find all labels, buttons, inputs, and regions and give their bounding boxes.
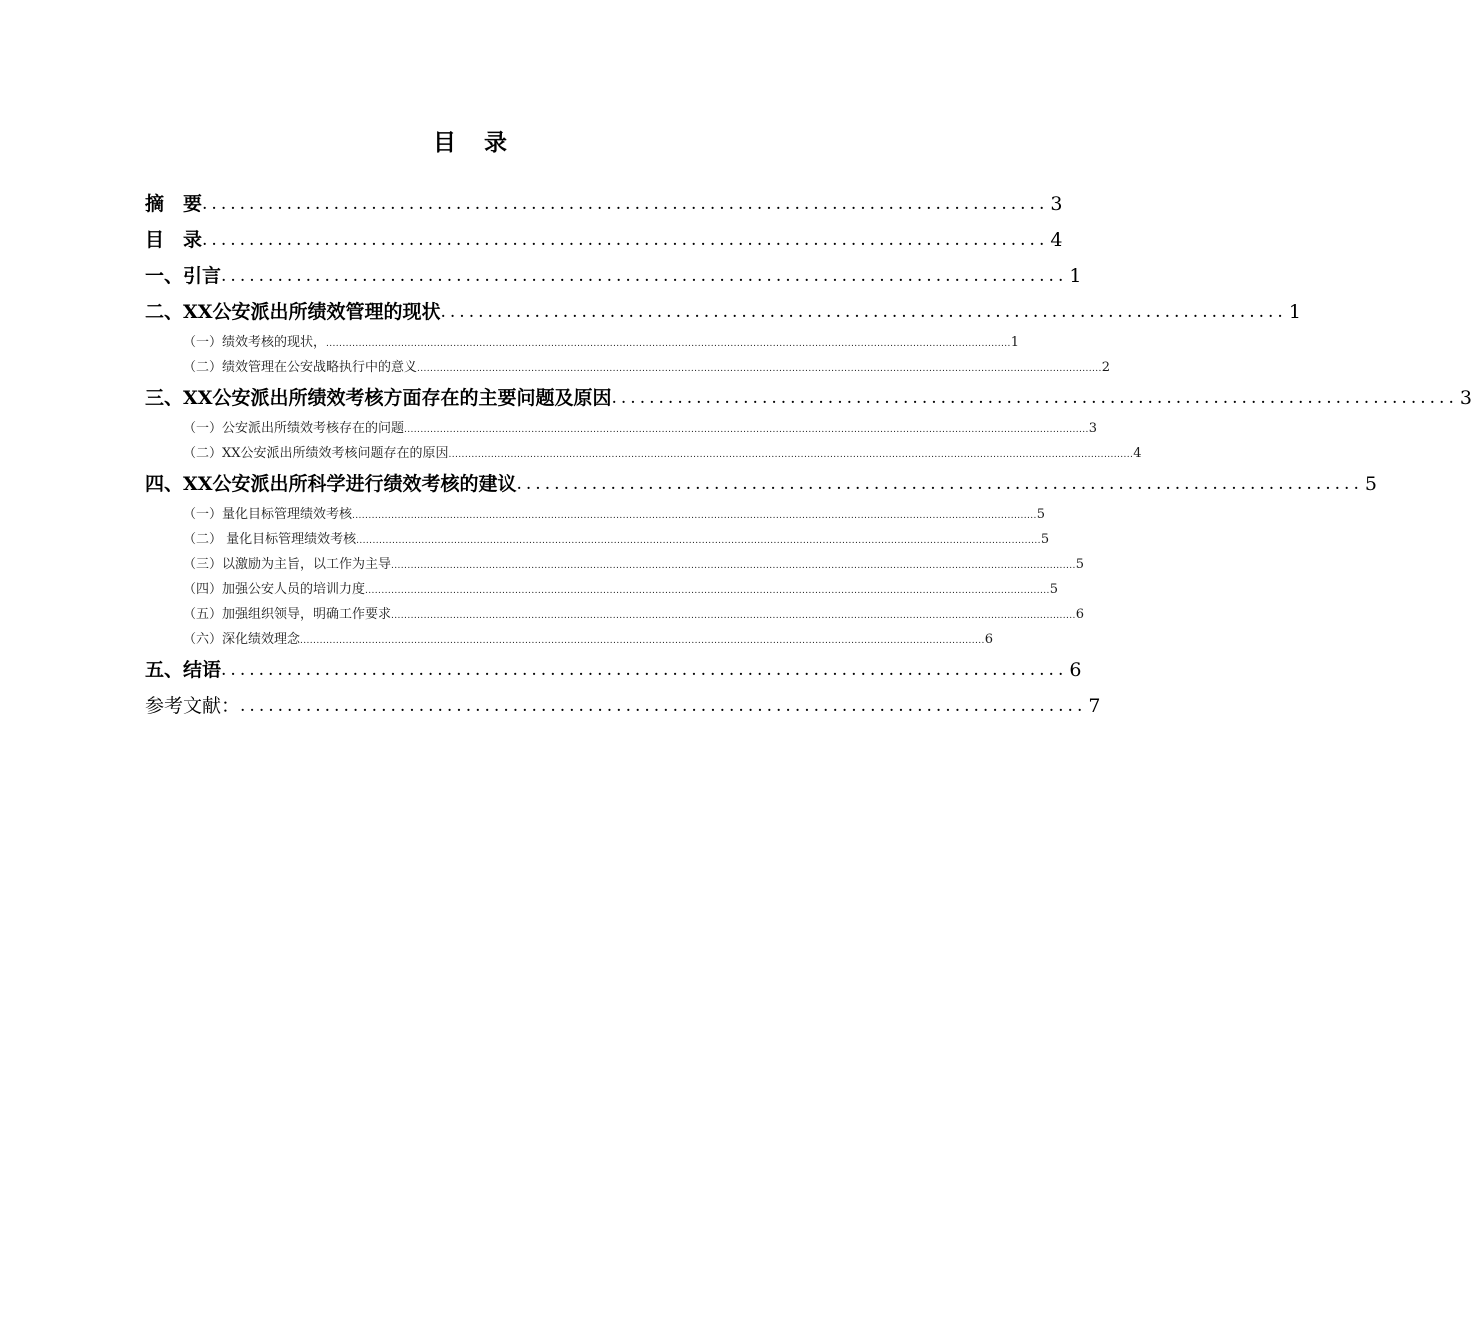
toc-subentry[interactable] <box>145 602 1085 627</box>
dot-leader: .................................................................................................................................................................................................................. <box>326 339 1011 349</box>
toc-entry-label: 目 录 <box>145 229 203 251</box>
toc-entry-label: 五、结语 <box>145 659 222 681</box>
toc-subentry[interactable] <box>145 527 1050 552</box>
toc-page-number: 1 <box>1069 265 1082 287</box>
toc-page-number: 2 <box>1101 360 1111 375</box>
dot-leader: .......................................................................................... <box>516 474 1363 494</box>
dot-leader: .......................................................................................... <box>240 696 1087 716</box>
toc-page-number: 6 <box>1075 607 1085 622</box>
toc-entry-label: （四）加强公安人员的培训力度 <box>183 582 366 597</box>
dot-leader: .................................................................................................................................................................................................................. <box>356 536 1041 546</box>
toc-page-number: 3 <box>1459 387 1472 409</box>
toc-entry-label: （二） 量化目标管理绩效考核 <box>183 532 357 547</box>
dot-leader: .......................................................................................... <box>221 266 1068 286</box>
toc-entry-label: 二、XX公安派出所绩效管理的现状 <box>145 301 441 323</box>
toc-page-number: 1 <box>1010 335 1020 350</box>
dot-leader: .......................................................................................... <box>221 660 1068 680</box>
toc-page-number: 5 <box>1075 557 1085 572</box>
toc-page-number: 7 <box>1088 695 1101 717</box>
toc-page-number: 3 <box>1088 421 1098 436</box>
toc-entry-conclusion[interactable] <box>145 652 1082 688</box>
dot-leader: .................................................................................................................................................................................................................. <box>448 450 1134 460</box>
toc-page-number: 5 <box>1040 532 1050 547</box>
toc-entry-introduction[interactable] <box>145 258 1082 294</box>
toc-page-number: 3 <box>1050 193 1063 215</box>
toc-entry-label: （五）加强组织领导，明确工作要求 <box>183 607 392 622</box>
toc-subentry[interactable] <box>145 577 1059 602</box>
toc-entry-label: 三、XX公安派出所绩效考核方面存在的主要问题及原因 <box>145 387 612 409</box>
toc-entry-label: （一）绩效考核的现状， <box>183 335 327 350</box>
toc-subentry[interactable] <box>145 330 1020 355</box>
toc-page-number: 6 <box>984 632 994 647</box>
toc-page-number: 4 <box>1133 446 1142 461</box>
toc-entry-label: （一）量化目标管理绩效考核 <box>183 507 353 522</box>
toc-entry-label: （三）以激励为主旨，以工作为主导 <box>183 557 392 572</box>
toc-entry-label: 摘 要 <box>145 193 203 215</box>
toc-entry-label: 一、引言 <box>145 265 222 287</box>
toc-entry-section-2[interactable] <box>145 294 1301 330</box>
dot-leader: .................................................................................................................................................................................................................. <box>365 586 1050 596</box>
toc-entry-label: 参考文献： <box>145 695 241 717</box>
toc-page-number: 1 <box>1288 301 1301 323</box>
dot-leader: .......................................................................................... <box>202 194 1049 214</box>
toc-entry-label: （二）XX公安派出所绩效考核问题存在的原因 <box>183 446 449 461</box>
toc-page-number: 4 <box>1050 229 1063 251</box>
toc-entry-contents[interactable] <box>145 222 1063 258</box>
toc-subentry[interactable] <box>145 502 1046 527</box>
toc-page-number: 6 <box>1069 659 1082 681</box>
dot-leader: .......................................................................................... <box>202 230 1049 250</box>
toc-subentry[interactable] <box>145 552 1085 577</box>
dot-leader: .................................................................................................................................................................................................................. <box>417 364 1102 374</box>
toc-page-number: 5 <box>1036 507 1046 522</box>
toc-subentry[interactable] <box>145 627 994 652</box>
toc-title: 目 录 <box>432 129 517 156</box>
toc-page-number: 5 <box>1364 473 1377 495</box>
toc-subentry[interactable] <box>145 441 1142 466</box>
dot-leader: .......................................................................................... <box>440 302 1287 322</box>
toc-entry-label: 四、XX公安派出所科学进行绩效考核的建议 <box>145 473 517 495</box>
dot-leader: .................................................................................................................................................................................................................. <box>404 425 1089 435</box>
dot-leader: .......................................................................................... <box>611 388 1458 408</box>
toc-entry-label: （一）公安派出所绩效考核存在的问题 <box>183 421 405 436</box>
toc-subentry[interactable] <box>145 416 1098 441</box>
toc-page-number: 5 <box>1049 582 1059 597</box>
table-of-contents <box>145 186 1472 724</box>
toc-entry-label: （二）绩效管理在公安战略执行中的意义 <box>183 360 418 375</box>
toc-subentry[interactable] <box>145 355 1111 380</box>
toc-entry-references[interactable] <box>145 688 1101 724</box>
dot-leader: .................................................................................................................................................................................................................. <box>352 511 1037 521</box>
toc-entry-abstract[interactable] <box>145 186 1063 222</box>
toc-entry-label: （六）深化绩效理念 <box>183 632 301 647</box>
dot-leader: .................................................................................................................................................................................................................. <box>391 561 1076 571</box>
dot-leader: .................................................................................................................................................................................................................. <box>391 611 1076 621</box>
toc-entry-section-3[interactable] <box>145 380 1472 416</box>
dot-leader: .................................................................................................................................................................................................................. <box>300 636 985 646</box>
toc-entry-section-4[interactable] <box>145 466 1377 502</box>
